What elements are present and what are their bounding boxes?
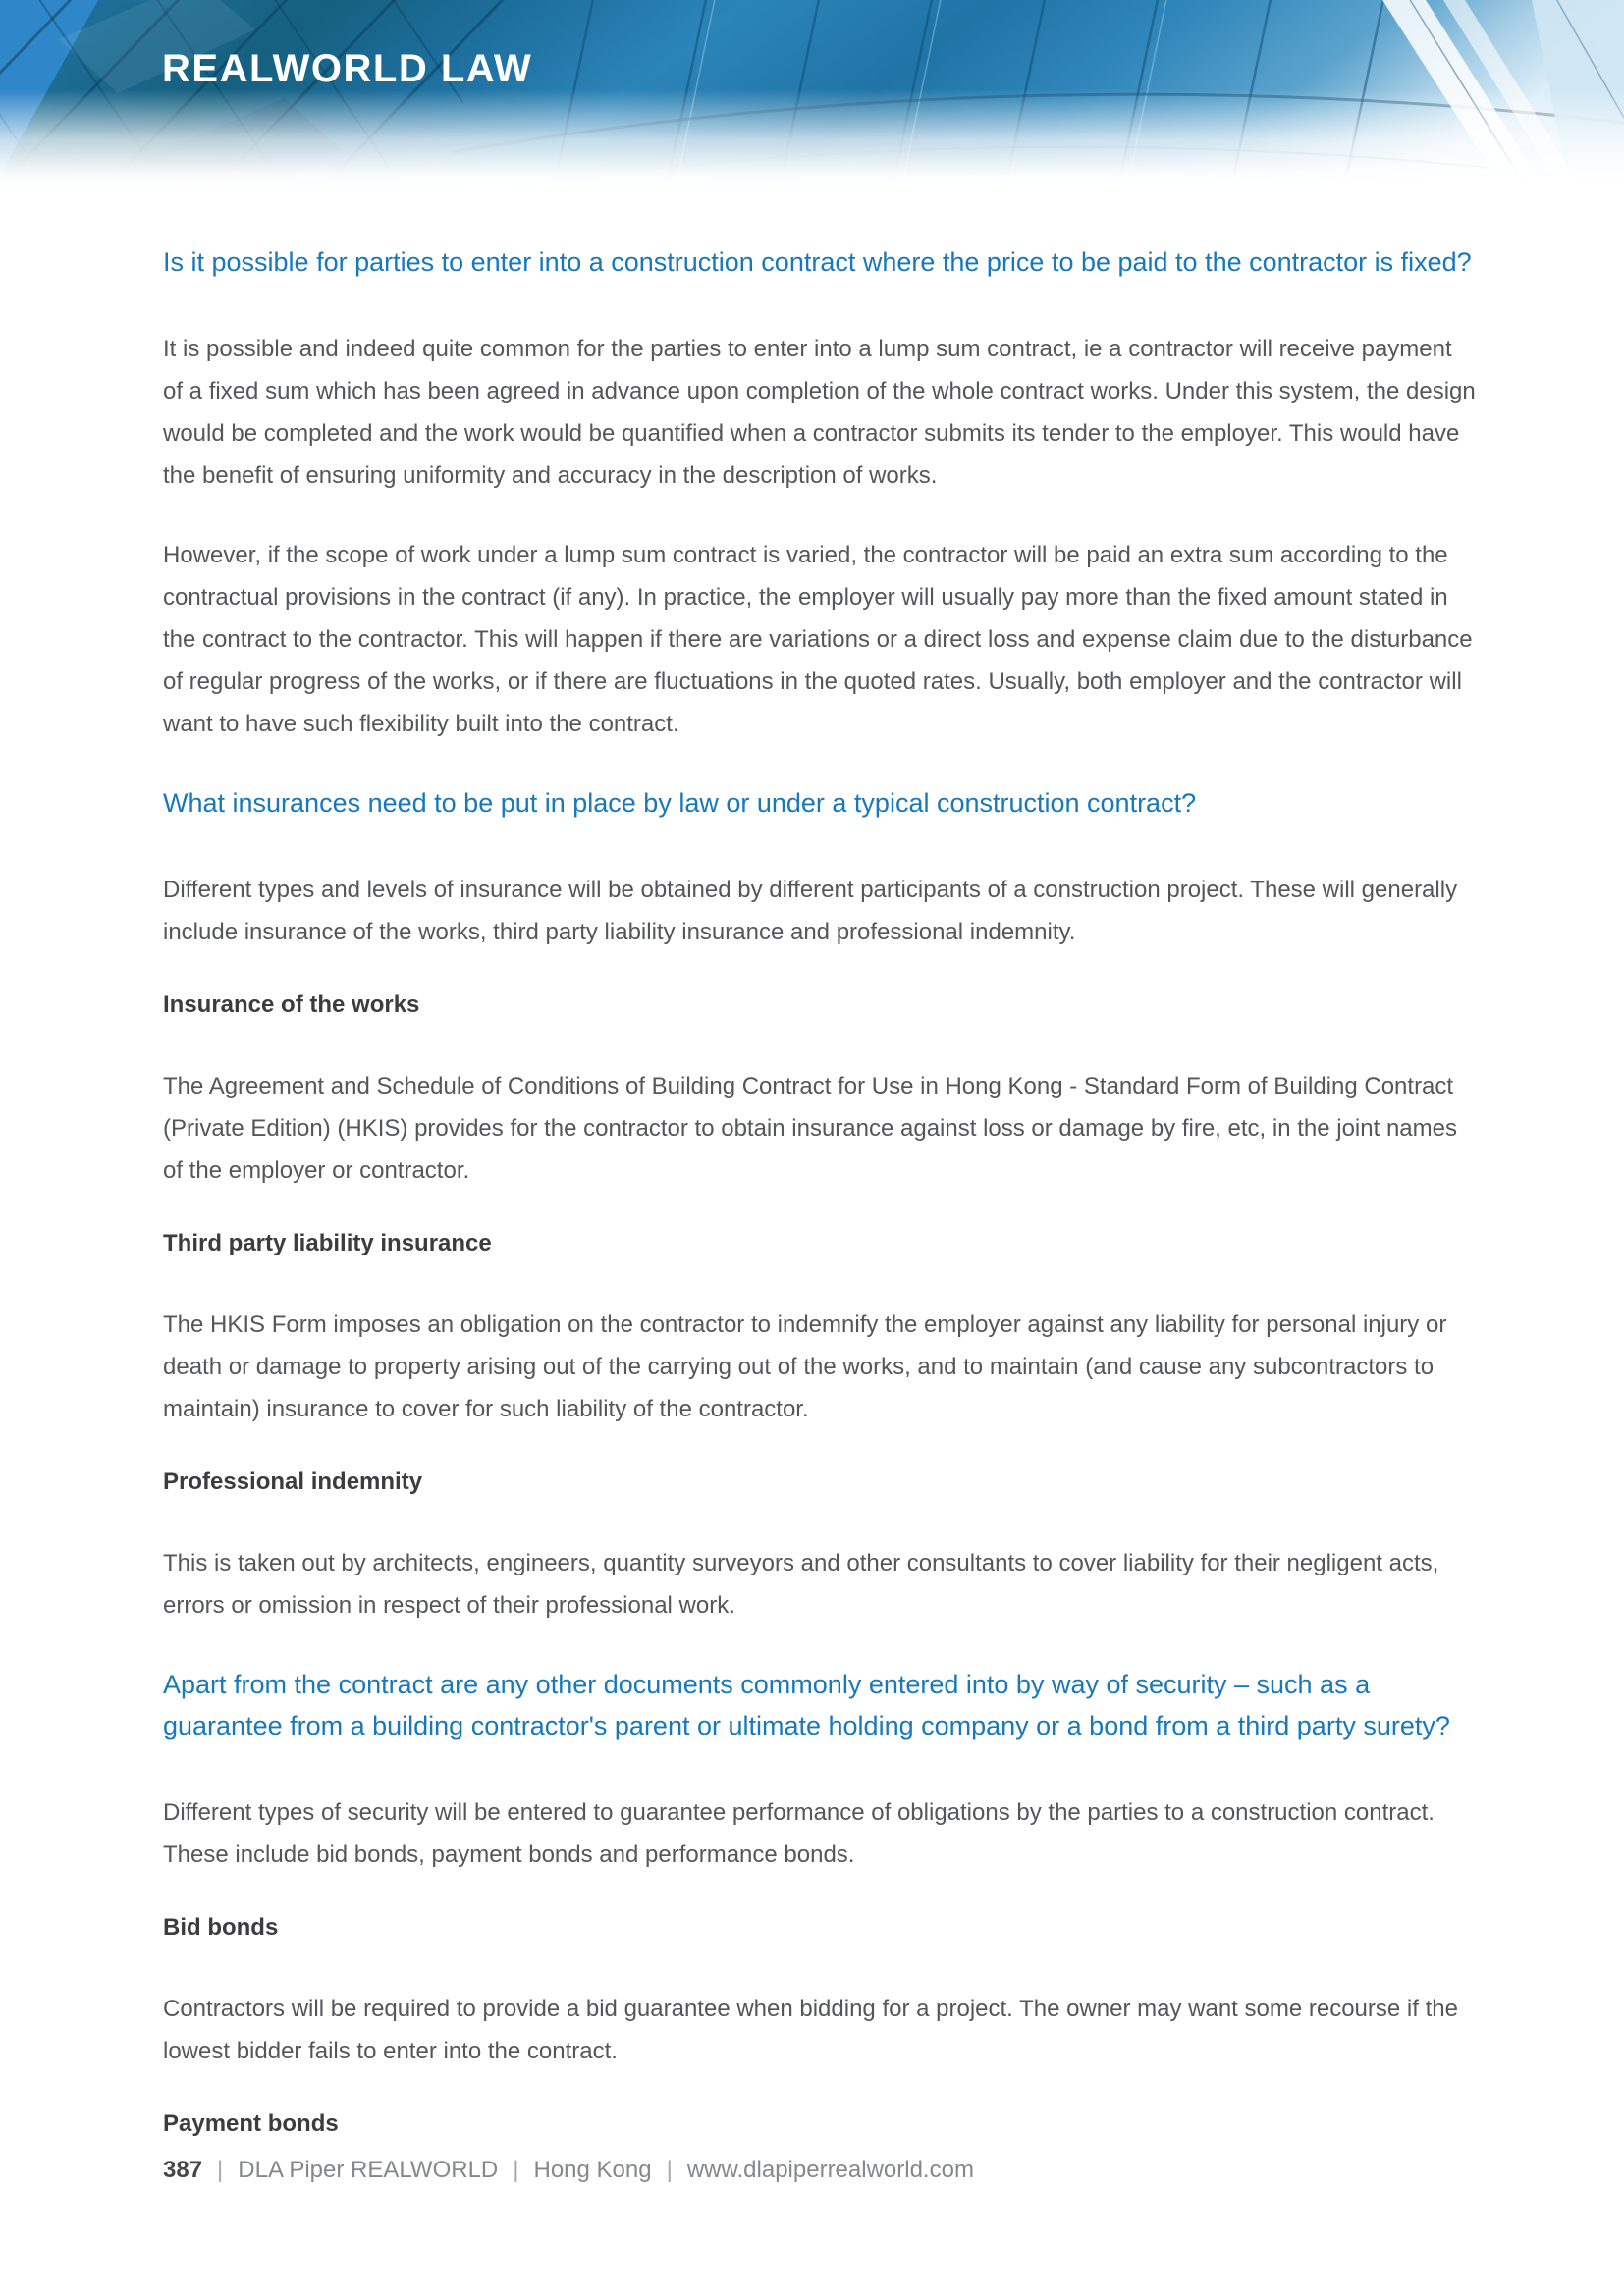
body-paragraph: This is taken out by architects, engineers, quantity surveyors and other consultants to cover liability for their negligent acts, errors or omission in respect of their professional work. <box>163 1550 1439 1619</box>
body-paragraph: The Agreement and Schedule of Conditions of Building Contract for Use in Hong Kong - Standard Form of Building Contract (Private Edition) (HKIS) provides for the contractor to obtain insurance against loss or damage by fire, etc, in the joint names of the employer or contractor. <box>163 1073 1457 1184</box>
footer-separator: | <box>666 2157 673 2183</box>
footer-brand: DLA Piper REALWORLD <box>238 2157 499 2183</box>
body-paragraph: Contractors will be required to provide a bid guarantee when bidding for a project. The owner may want some recourse if the lowest bidder fails to enter into the contract. <box>163 1996 1458 2064</box>
question-heading: Apart from the contract are any other documents commonly entered into by way of security – such as a guarantee from a building contractor's parent or ultimate holding company or a bond from a third party surety? <box>163 1670 1450 1740</box>
body-paragraph: The HKIS Form imposes an obligation on the contractor to indemnify the employer against any liability for personal injury or death or damage to property arising out of the carrying out of the works, and to maintain (and cause any subcontractors to maintain) insurance to cover for such liability of the contractor. <box>163 1311 1447 1422</box>
document-body <box>0 187 1624 2139</box>
footer-separator: | <box>513 2157 519 2183</box>
section-subheading: Third party liability insurance <box>163 1230 492 1256</box>
question-heading: What insurances need to be put in place by law or under a typical construction contract? <box>163 788 1197 818</box>
body-paragraph: Different types of security will be entered to guarantee performance of obligations by the parties to a construction contract. These include bid bonds, payment bonds and performance bonds. <box>163 1799 1435 1868</box>
body-paragraph: It is possible and indeed quite common for the parties to enter into a lump sum contract, ie a contractor will receive payment of a fixed sum which has been agreed in advance upon completion of the whole contract works. Under this system, the design would be completed and the work would be quantified when a contractor submits its tender to the employer. This would have the benefit of ensuring uniformity and accuracy in the description of works. <box>163 336 1476 489</box>
glass-building-banner-image <box>0 0 1624 187</box>
page-number: 387 <box>163 2157 203 2183</box>
body-paragraph: Different types and levels of insurance will be obtained by different participants of a construction project. These will generally include insurance of the works, third party liability insurance and professional indemnity. <box>163 877 1458 945</box>
question-heading: Is it possible for parties to enter into a construction contract where the price to be paid to the contractor is fixed? <box>163 247 1472 277</box>
footer-website-link[interactable]: www.dlapiperrealworld.com <box>686 2157 974 2183</box>
footer-location: Hong Kong <box>533 2157 652 2183</box>
page-footer <box>163 2154 974 2187</box>
section-subheading: Insurance of the works <box>163 991 420 1018</box>
footer-separator: | <box>217 2157 224 2183</box>
brand-logo: REALWORLD LAW <box>162 47 533 90</box>
page-header <box>0 0 1624 187</box>
section-subheading: Payment bonds <box>163 2110 339 2137</box>
section-subheading: Professional indemnity <box>163 1468 423 1495</box>
body-paragraph: However, if the scope of work under a lump sum contract is varied, the contractor will be paid an extra sum according to the contractual provisions in the contract (if any). In practice, the employer will usually pay more than the fixed amount stated in the contract to the contractor. This will happen if there are variations or a direct loss and expense claim due to the disturbance of regular progress of the works, or if there are fluctuations in the quoted rates. Usually, both employer and the contractor will want to have such flexibility built into the contract. <box>163 542 1473 737</box>
section-subheading: Bid bonds <box>163 1914 279 1941</box>
